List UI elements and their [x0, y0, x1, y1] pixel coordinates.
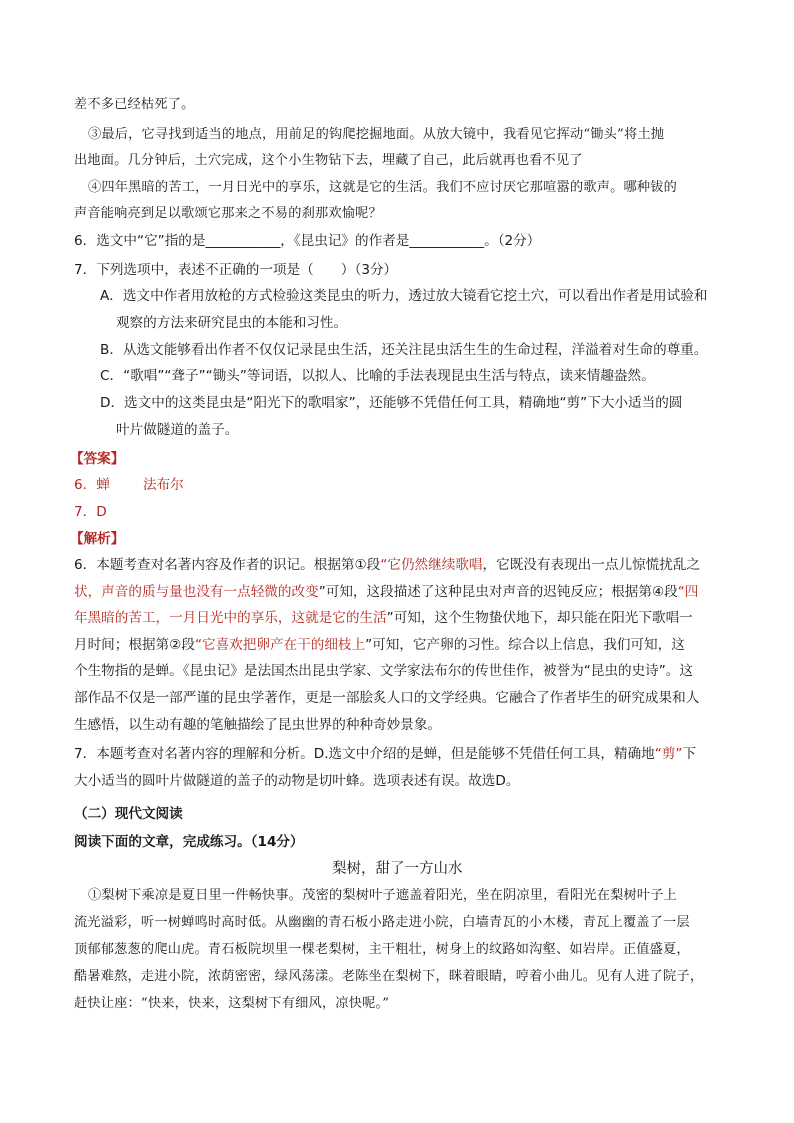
analysis-line	[74, 746, 696, 762]
answer-6-author: 法布尔	[143, 477, 184, 493]
analysis-text: 7．本题考查对名著内容的理解和分析。D.选文中介绍的是蝉，但是能够不凭借任何工具，精确地	[74, 746, 655, 762]
analysis-text: ”可知，这段描述了这种昆虫对声音的迟钝反应；根据第④段	[318, 583, 678, 600]
analysis-text: 个生物指的是蝉。《昆虫记》是法国杰出昆虫学家、文学家法布尔的传世佳作，被誉为“昆虫的史诗”。这	[74, 663, 694, 680]
question-6: 6．选文中“它”指的是___________，《昆虫记》的作者是___________。（2分）	[74, 233, 541, 249]
analysis-heading: 【解析】	[70, 531, 125, 547]
analysis-text: ”可知，这个生物蛰伏地下，却只能在阳光下歌唱一	[386, 610, 693, 627]
analysis-text: 部作品不仅是一部严谨的昆虫学著作，更是一部脍炙人口的文学经典。它融合了作者毕生的研究成果和人	[74, 690, 700, 706]
article-line: 流光溢彩，听一树蝉鸣时高时低。从幽幽的青石板小路走进小院，白墙青瓦的小木楼，青瓦上覆盖了一层	[74, 915, 690, 930]
question-7: 7．下列选项中，表述不正确的一项是（ ）（3分）	[74, 262, 398, 278]
analysis-line	[74, 690, 699, 706]
article-title: 梨树，甜了一方山水	[332, 861, 463, 877]
option-a-cont: 观察的方法来研究昆虫的本能和习性。	[116, 315, 348, 331]
section-heading: （二）现代文阅读	[74, 806, 183, 822]
quoted-text: 状，声音的质与量也没有一点轻微的改变	[74, 583, 319, 600]
option-c: C．“歌唱”“聋子”“锄头”等词语，以拟人、比喻的手法表现昆虫生活与特点，读来情趣盎然。	[100, 368, 655, 384]
article-line: ①梨树下乘凉是夏日里一件畅快事。茂密的梨树叶子遮盖着阳光，坐在阴凉里，看阳光在梨树叶子上	[88, 888, 678, 903]
analysis-text: ，它既没有表现出一点儿惊慌扰乱之	[482, 557, 701, 573]
analysis-text: 6．本题考查对名著内容及作者的识记。根据第①段	[74, 557, 381, 573]
analysis-line	[74, 557, 700, 573]
quoted-text: “它喜欢把卵产在干的细枝上	[194, 636, 366, 653]
passage-line: ④四年黑暗的苦工，一月日光中的享乐，这就是它的生活。我们不应讨厌它那喧嚣的歌声。哪种钹的	[88, 180, 678, 195]
answer-7: 7．D	[74, 504, 107, 520]
option-d-cont: 叶片做隧道的盖子。	[116, 422, 239, 438]
quoted-text: 年黑暗的苦工，一月日光中的享乐，这就是它的生活	[74, 610, 387, 627]
article-line: 赶快让座：“快来，快来，这梨树下有细风，凉快呢。”	[74, 996, 390, 1011]
article-line: 酷暑难熬，走进小院，浓荫密密，绿风荡漾。老陈坐在梨树下，眯着眼睛，哼着小曲儿。见有人进了院子，	[74, 969, 704, 984]
analysis-line	[74, 584, 698, 600]
analysis-text: 下	[682, 746, 697, 762]
passage-line: 声音能响亮到足以歌颂它那来之不易的刹那欢愉呢？	[74, 206, 382, 221]
answer-heading: 【答案】	[70, 451, 125, 467]
option-d: D．选文中的这类昆虫是“阳光下的歌唱家”，还能够不凭借任何工具，精确地“剪”下大小适当的圆	[100, 395, 683, 411]
analysis-text: ”可知，它产卵的习性。综合以上信息，我们可知，这	[365, 636, 685, 653]
analysis-line	[74, 663, 693, 679]
analysis-line	[74, 637, 685, 653]
article-line: 顶郁郁葱葱的爬山虎。青石板院坝里一棵老梨树，主干粗壮，树身上的纹路如沟壑、如岩岸。正值盛夏，	[74, 942, 690, 957]
passage-line: 差不多已经枯死了。	[74, 97, 195, 112]
quoted-text: “四	[677, 583, 699, 600]
analysis-line	[74, 717, 441, 733]
analysis-text: 生感悟，以生动有趣的笔触描绘了昆虫世界的种种奇妙景象。	[74, 716, 442, 733]
analysis-text: 月时间；根据第②段	[74, 636, 195, 653]
quoted-text: “它仍然继续歌唱	[380, 557, 483, 573]
analysis-line	[74, 610, 693, 626]
passage-line: ③最后，它寻找到适当的地点，用前足的钩爬挖掘地面。从放大镜中，我看见它挥动“锄头”将土抛	[88, 127, 665, 142]
quoted-text: “剪”	[654, 746, 683, 762]
analysis-line	[74, 773, 519, 789]
option-a: A．选文中作者用放枪的方式检验这类昆虫的听力，透过放大镜看它挖土穴，可以看出作者是用试验和	[100, 288, 708, 304]
answer-6: 6．蝉	[74, 477, 110, 493]
analysis-text: 大小适当的圆叶片做隧道的盖子的动物是切叶蜂。选项表述有误。故选D。	[74, 773, 520, 789]
passage-line: 出地面。几分钟后，土穴完成，这个小生物钻下去，埋藏了自己，此后就再也看不见了	[74, 153, 583, 168]
instruction: 阅读下面的文章，完成练习。（14分）	[74, 834, 304, 850]
option-b: B．从选文能够看出作者不仅仅记录昆虫生活，还关注昆虫活生生的生命过程，洋溢着对生命的尊重。	[100, 342, 708, 358]
